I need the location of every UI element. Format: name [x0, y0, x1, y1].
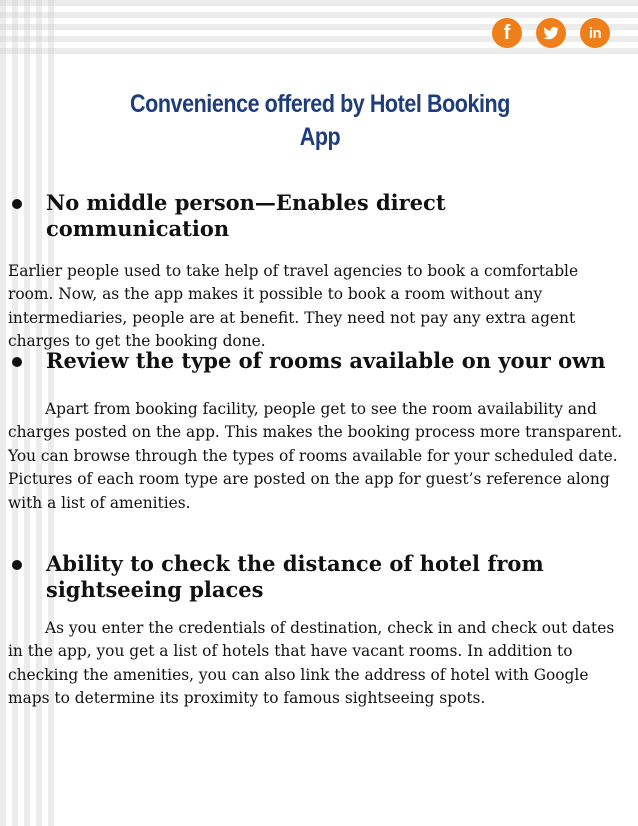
- section-no-middle-person: [8, 190, 632, 354]
- section-check-distance: [8, 551, 632, 711]
- section-heading: [8, 190, 632, 242]
- section-review-rooms: [8, 348, 632, 515]
- section-heading: [8, 551, 606, 603]
- linkedin-icon[interactable]: in: [580, 18, 610, 48]
- section-heading-text: Review the type of rooms available on your own: [46, 348, 606, 373]
- facebook-icon[interactable]: f: [492, 18, 522, 48]
- section-paragraph: Earlier people used to take help of travel agencies to book a comfortable room. Now, as the app makes it possible to book a room without any intermediaries, people are at benefit. They need not pay any extra agent charges to get the booking done.: [8, 262, 579, 351]
- social-links: [492, 18, 610, 48]
- title-line-2: App: [299, 123, 341, 151]
- page-title: [105, 88, 535, 154]
- bullet-icon: [12, 560, 22, 570]
- section-paragraph: Apart from booking facility, people get to see the room availability and charges posted on the app. This makes the booking process more transparent. You can browse through the types of rooms available for your scheduled date. Pictures of each room type are posted on the app for guest’s reference along with a list of amenities.: [8, 400, 623, 512]
- section-heading: [8, 348, 632, 374]
- twitter-bird-glyph: [542, 24, 560, 42]
- section-paragraph: As you enter the credentials of destination, check in and check out dates in the app, you get a list of hotels that have vacant rooms. In addition to checking the amenities, you can also link the address of hotel with Google maps to determine its proximity to famous sightseeing spots.: [8, 619, 615, 708]
- twitter-icon[interactable]: [536, 18, 566, 48]
- section-heading-text: Ability to check the distance of hotel from sightseeing places: [46, 551, 544, 602]
- bullet-icon: [12, 199, 22, 209]
- bullet-icon: [12, 357, 22, 367]
- title-line-1: Convenience offered by Hotel Booking: [130, 90, 510, 118]
- section-heading-text: No middle person—Enables direct communication: [46, 190, 446, 241]
